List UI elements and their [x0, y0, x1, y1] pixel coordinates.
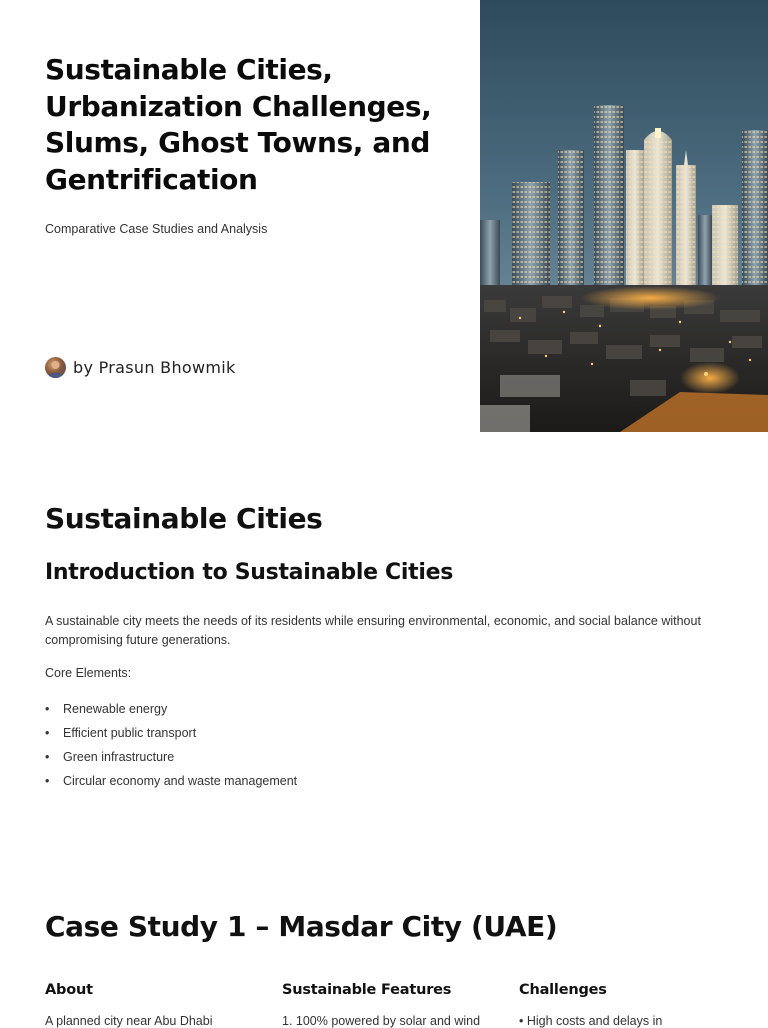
column-text-challenges: • High costs and delays in	[519, 1014, 663, 1028]
column-heading-about: About	[45, 982, 93, 998]
column-heading-sustainable-features: Sustainable Features	[282, 982, 452, 998]
list-item: • Renewable energy	[45, 700, 297, 724]
column-text-about: A planned city near Abu Dhabi	[45, 1014, 213, 1028]
author-byline	[45, 356, 236, 378]
hero-section	[0, 0, 768, 432]
list-item: • Efficient public transport	[45, 724, 297, 748]
page-subtitle: Comparative Case Studies and Analysis	[45, 222, 268, 236]
case-study-heading: Case Study 1 – Masdar City (UAE)	[45, 910, 558, 943]
core-elements-list	[45, 700, 297, 796]
city-skyline-image	[480, 0, 768, 432]
author-avatar	[45, 357, 66, 378]
page-title: Sustainable Cities, Urbanization Challenges, Slums, Ghost Towns, and Gentrification	[45, 53, 432, 196]
column-text-sustainable-features: 1. 100% powered by solar and wind	[282, 1014, 481, 1028]
author-name: by Prasun Bhowmik	[73, 357, 236, 377]
list-item: • Green infrastructure	[45, 748, 297, 772]
intro-paragraph: A sustainable city meets the needs of its residents while ensuring environmental, economic, and social balance without compromising future generations.	[45, 614, 701, 647]
list-item: • Circular economy and waste management	[45, 772, 297, 796]
section-heading-sustainable-cities: Sustainable Cities	[45, 502, 323, 535]
core-elements-label: Core Elements:	[45, 666, 132, 680]
column-heading-challenges: Challenges	[519, 982, 607, 998]
intro-heading: Introduction to Sustainable Cities	[45, 560, 454, 585]
